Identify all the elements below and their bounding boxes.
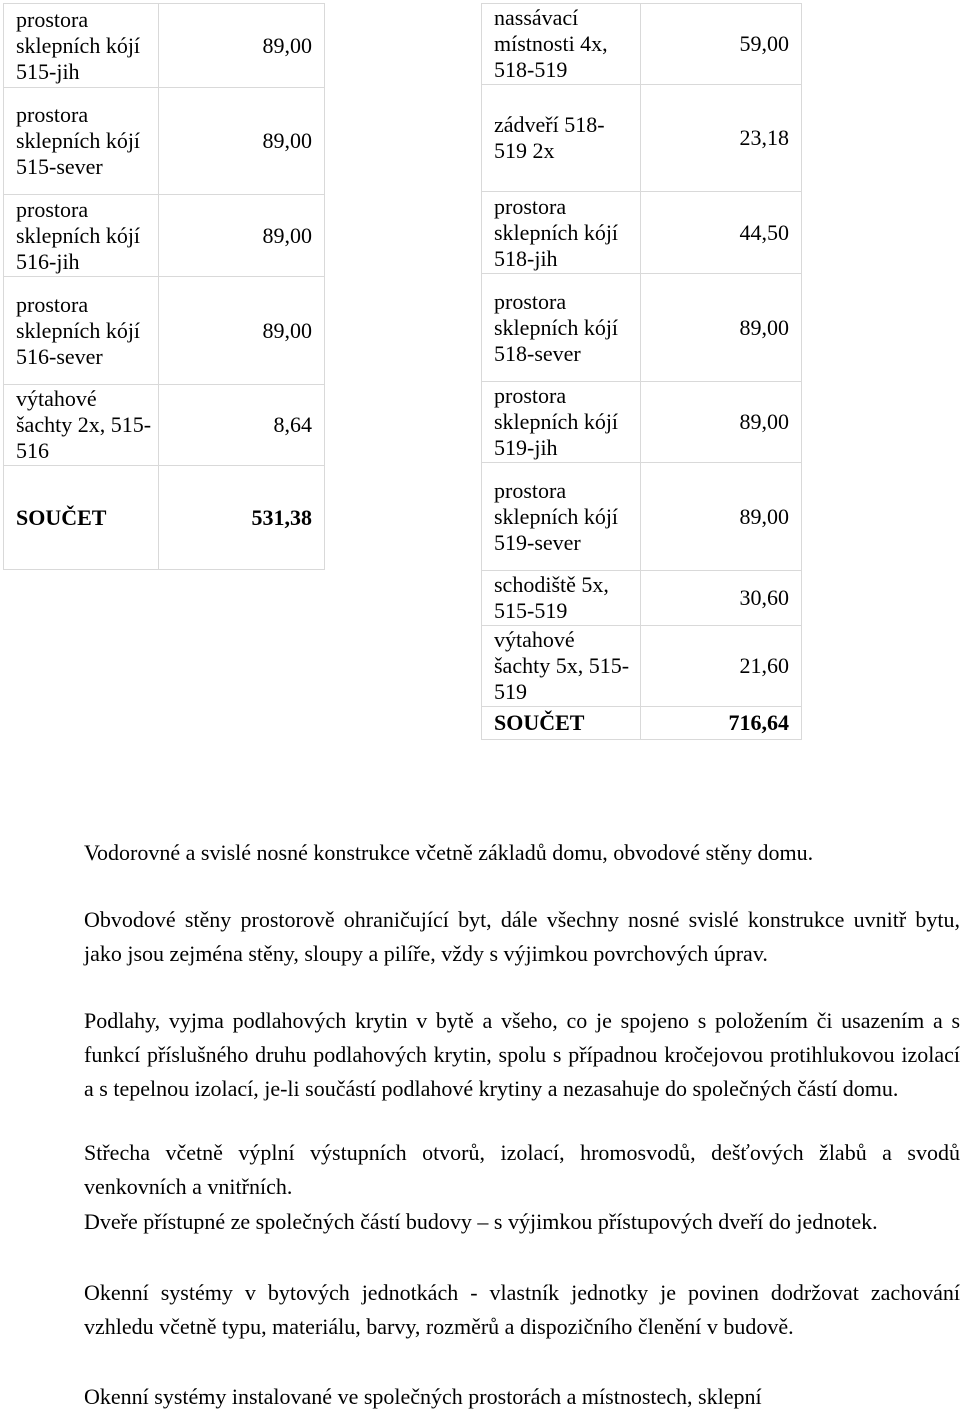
paragraph: Dveře přístupné ze společných částí budovy – s výjimkou přístupových dveří do jednotek. bbox=[84, 1209, 878, 1234]
row-value: 89,00 bbox=[640, 463, 801, 571]
row-label: nassávací místnosti 4x, 518-519 bbox=[482, 4, 641, 85]
row-label: prostora sklepních kójí 516-sever bbox=[4, 277, 159, 385]
total-value: 716,64 bbox=[640, 707, 801, 740]
row-value: 23,18 bbox=[640, 85, 801, 192]
row-value: 89,00 bbox=[158, 88, 324, 195]
row-value: 30,60 bbox=[640, 571, 801, 626]
table-row bbox=[482, 4, 802, 85]
table-row bbox=[482, 626, 802, 707]
row-value: 89,00 bbox=[158, 195, 324, 277]
row-label: schodiště 5x, 515-519 bbox=[482, 571, 641, 626]
row-label: prostora sklepních kójí 518-jih bbox=[482, 192, 641, 274]
row-label: prostora sklepních kójí 515-sever bbox=[4, 88, 159, 195]
left-area-table bbox=[3, 3, 325, 570]
row-value: 8,64 bbox=[158, 385, 324, 466]
row-value: 21,60 bbox=[640, 626, 801, 707]
paragraph: Okenní systémy instalované ve společných prostorách a místnostech, sklepní bbox=[84, 1384, 762, 1409]
row-value: 44,50 bbox=[640, 192, 801, 274]
paragraph: Střecha včetně výplní výstupních otvorů, izolací, hromosvodů, dešťových žlabů a svodů venkovních a vnitřních. bbox=[84, 1140, 960, 1199]
table-row bbox=[4, 277, 325, 385]
total-value: 531,38 bbox=[158, 466, 324, 570]
table-row bbox=[4, 4, 325, 88]
paragraph: Podlahy, vyjma podlahových krytin v bytě a všeho, co je spojeno s položením či usazením a s funkcí příslušného druhu podlahových krytin, spolu s případnou kročejovou protihlukovou izolací a s tepelnou izolací, je-li součástí podlahové krytiny a nezasahuje do společných částí domu. bbox=[84, 1008, 960, 1101]
table-row bbox=[482, 382, 802, 463]
row-label: zádveří 518-519 2x bbox=[482, 85, 641, 192]
row-label: prostora sklepních kójí 516-jih bbox=[4, 195, 159, 277]
table-row bbox=[482, 274, 802, 382]
paragraph: Okenní systémy v bytových jednotkách - vlastník jednotky je povinen dodržovat zachování vzhledu včetně typu, materiálu, barvy, rozměrů a dispozičního členění v budově. bbox=[84, 1280, 960, 1339]
row-label: prostora sklepních kójí 518-sever bbox=[482, 274, 641, 382]
row-value: 89,00 bbox=[158, 277, 324, 385]
paragraph: Obvodové stěny prostorově ohraničující byt, dále všechny nosné svislé konstrukce uvnitř bytu, jako jsou zejména stěny, sloupy a pilíře, vždy s výjimkou povrchových úprav. bbox=[84, 907, 960, 966]
right-area-table bbox=[481, 3, 802, 740]
table-row bbox=[4, 385, 325, 466]
row-value: 89,00 bbox=[640, 382, 801, 463]
table-row bbox=[482, 463, 802, 571]
table-row bbox=[482, 85, 802, 192]
table-row bbox=[482, 192, 802, 274]
row-value: 59,00 bbox=[640, 4, 801, 85]
total-label: SOUČET bbox=[482, 707, 641, 740]
row-value: 89,00 bbox=[640, 274, 801, 382]
table-total-row bbox=[482, 707, 802, 740]
row-value: 89,00 bbox=[158, 4, 324, 88]
total-label: SOUČET bbox=[4, 466, 159, 570]
table-total-row bbox=[4, 466, 325, 570]
table-row bbox=[4, 88, 325, 195]
table-row bbox=[482, 571, 802, 626]
row-label: prostora sklepních kójí 515-jih bbox=[4, 4, 159, 88]
paragraph: Vodorovné a svislé nosné konstrukce včetně základů domu, obvodové stěny domu. bbox=[84, 840, 814, 865]
row-label: prostora sklepních kójí 519-jih bbox=[482, 382, 641, 463]
row-label: výtahové šachty 5x, 515-519 bbox=[482, 626, 641, 707]
row-label: prostora sklepních kójí 519-sever bbox=[482, 463, 641, 571]
row-label: výtahové šachty 2x, 515-516 bbox=[4, 385, 159, 466]
table-row bbox=[4, 195, 325, 277]
